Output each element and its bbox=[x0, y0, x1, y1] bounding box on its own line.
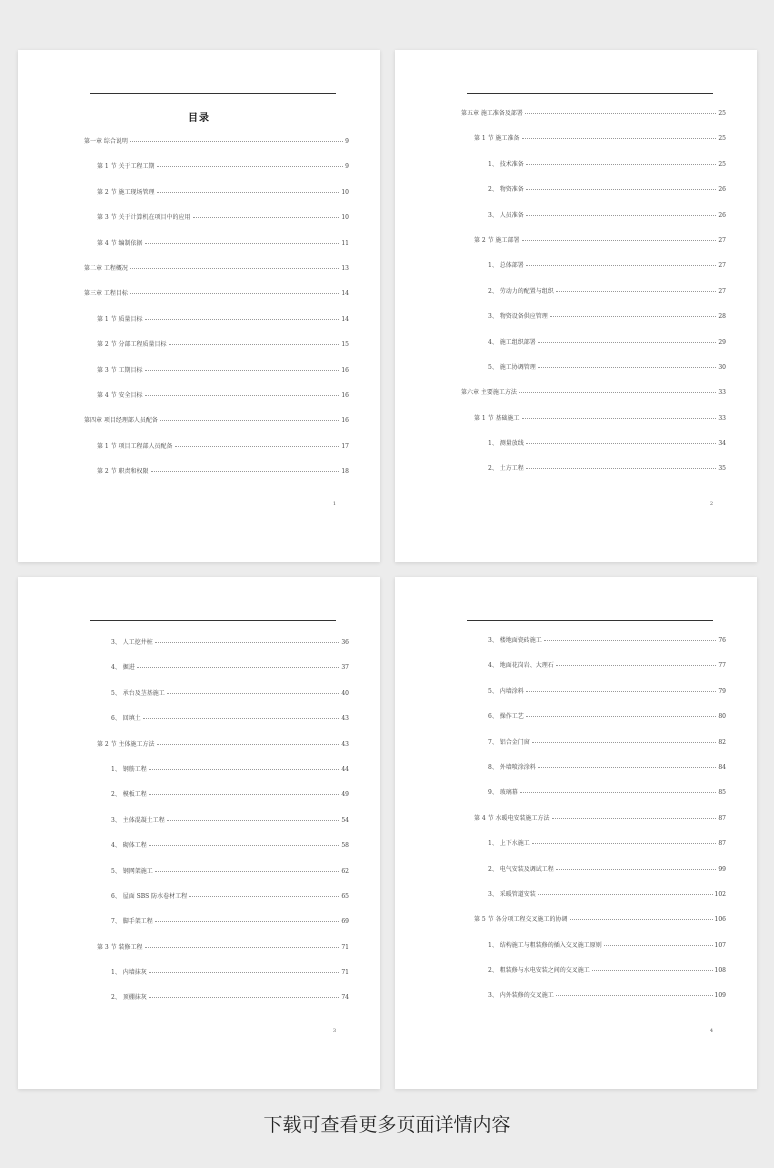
page-number: 4 bbox=[709, 1028, 713, 1034]
toc-entry[interactable] bbox=[461, 992, 726, 1017]
toc-entry-label: 1、 内墙抹灰 bbox=[111, 969, 147, 977]
toc-entry[interactable] bbox=[461, 662, 726, 687]
toc-entry-page-number: 74 bbox=[341, 994, 349, 1002]
toc-entry-page-number: 16 bbox=[341, 366, 349, 374]
toc-title: 目录 bbox=[188, 113, 210, 124]
toc-entry[interactable] bbox=[461, 916, 726, 941]
toc-entry-label: 第 4 节 安全目标 bbox=[97, 391, 143, 399]
dot-leader bbox=[526, 468, 717, 469]
toc-entry-page-number: 34 bbox=[718, 440, 726, 448]
toc-entry[interactable] bbox=[461, 161, 726, 186]
dot-leader bbox=[157, 166, 344, 167]
toc-entry[interactable] bbox=[84, 163, 349, 188]
toc-entry-label: 2、 粗装修与水电安装之间的交叉施工 bbox=[488, 967, 590, 975]
header-rule bbox=[90, 93, 336, 94]
dot-leader bbox=[522, 240, 717, 241]
toc-entry-label: 6、 操作工艺 bbox=[488, 713, 524, 721]
toc-entry-page-number: 40 bbox=[341, 689, 349, 697]
toc-entry-page-number: 43 bbox=[341, 740, 349, 748]
dot-leader bbox=[130, 141, 343, 142]
toc-entry[interactable] bbox=[84, 392, 349, 417]
dot-leader bbox=[149, 845, 340, 846]
toc-entry[interactable] bbox=[84, 791, 349, 816]
toc-entry-label: 第 2 节 施工现场管理 bbox=[97, 188, 155, 196]
dot-leader bbox=[193, 217, 340, 218]
toc-entry-label: 第六章 主要施工方法 bbox=[461, 389, 517, 397]
toc-entry-label: 第 5 节 各分项工程交叉施工的协调 bbox=[474, 916, 568, 924]
page-number: 2 bbox=[709, 501, 713, 507]
toc-entry-page-number: 62 bbox=[341, 867, 349, 875]
toc-entry-page-number: 43 bbox=[341, 715, 349, 723]
toc-entry[interactable] bbox=[461, 637, 726, 662]
toc-entry-page-number: 79 bbox=[718, 687, 726, 695]
toc-entry-page-number: 71 bbox=[341, 943, 349, 951]
download-more-caption: 下载可查看更多页面详情内容 bbox=[263, 1114, 511, 1136]
toc-entry-label: 3、 主体混凝土工程 bbox=[111, 816, 165, 824]
toc-entry-page-number: 36 bbox=[341, 639, 349, 646]
toc-entry-page-number: 28 bbox=[718, 313, 726, 321]
toc-entry-label: 8、 外墙喷涂涂料 bbox=[488, 763, 536, 771]
dot-leader bbox=[526, 164, 717, 165]
toc-entry[interactable] bbox=[84, 994, 349, 1019]
toc-entry-label: 2、 物资准备 bbox=[488, 186, 524, 194]
toc-entry[interactable] bbox=[84, 969, 349, 994]
dot-leader bbox=[552, 818, 717, 819]
toc-entry-page-number: 33 bbox=[718, 414, 726, 422]
toc-entry-page-number: 102 bbox=[714, 890, 726, 898]
dot-leader bbox=[522, 418, 717, 419]
dot-leader bbox=[592, 970, 713, 971]
dot-leader bbox=[556, 995, 713, 996]
dot-leader bbox=[130, 268, 339, 269]
toc-entry-label: 6、 屋面 SBS 防水卷材工程 bbox=[111, 892, 188, 900]
toc-entry-page-number: 107 bbox=[714, 941, 726, 949]
toc-entry-page-number: 58 bbox=[341, 842, 349, 850]
toc-entry[interactable] bbox=[84, 214, 349, 239]
toc-entry[interactable] bbox=[84, 189, 349, 214]
toc-entry[interactable] bbox=[84, 893, 349, 918]
toc-entry-page-number: 27 bbox=[718, 262, 726, 270]
dot-leader bbox=[145, 243, 340, 244]
toc-entry-page-number: 11 bbox=[341, 239, 349, 247]
toc-entry-label: 第 1 节 质量目标 bbox=[97, 315, 143, 323]
toc-entry-label: 3、 人工挖井桩 bbox=[111, 639, 153, 646]
toc-entry-page-number: 49 bbox=[341, 791, 349, 799]
toc-entry-label: 第 2 节 施工部署 bbox=[474, 236, 520, 244]
toc-entry[interactable] bbox=[461, 866, 726, 891]
toc-entry-page-number: 65 bbox=[341, 892, 349, 900]
dot-leader bbox=[526, 691, 717, 692]
toc-entry-label: 第 2 节 主体施工方法 bbox=[97, 740, 155, 748]
toc-entry-page-number: 35 bbox=[718, 465, 726, 473]
dot-leader bbox=[538, 342, 717, 343]
dot-leader bbox=[175, 446, 340, 447]
dot-leader bbox=[520, 792, 717, 793]
toc-entry-label: 5、 承台及茎基施工 bbox=[111, 689, 165, 697]
toc-entry-page-number: 17 bbox=[341, 442, 349, 450]
dot-leader bbox=[544, 640, 717, 641]
toc-entry-page-number: 85 bbox=[718, 789, 726, 797]
toc-entry-page-number: 33 bbox=[718, 389, 726, 397]
toc-entry-page-number: 82 bbox=[718, 738, 726, 746]
toc-entry-page-number: 26 bbox=[718, 211, 726, 219]
toc-list bbox=[461, 110, 726, 491]
toc-entry-page-number: 54 bbox=[341, 816, 349, 824]
toc-entry-page-number: 27 bbox=[718, 236, 726, 244]
toc-entry-label: 3、 楼地面瓷砖施工 bbox=[488, 637, 542, 644]
toc-entry-label: 第 3 节 工期目标 bbox=[97, 366, 143, 374]
dot-leader bbox=[149, 972, 340, 973]
toc-entry-label: 第 2 节 职责和权限 bbox=[97, 468, 149, 476]
toc-entry-label: 3、 人员准备 bbox=[488, 211, 524, 219]
toc-entry-page-number: 99 bbox=[718, 865, 726, 873]
toc-entry[interactable] bbox=[84, 240, 349, 265]
toc-entry[interactable] bbox=[84, 443, 349, 468]
toc-entry-page-number: 25 bbox=[718, 160, 726, 168]
toc-entry[interactable] bbox=[84, 868, 349, 893]
dot-leader bbox=[526, 716, 717, 717]
toc-entry-label: 1、 上下水施工 bbox=[488, 840, 530, 848]
toc-entry-label: 第一章 综合说明 bbox=[84, 138, 128, 145]
toc-entry-label: 7、 铝合金门窗 bbox=[488, 738, 530, 746]
toc-entry-page-number: 25 bbox=[718, 135, 726, 143]
dot-leader bbox=[155, 871, 340, 872]
toc-entry-label: 5、 施工协调管理 bbox=[488, 363, 536, 371]
toc-entry[interactable] bbox=[84, 367, 349, 392]
toc-entry[interactable] bbox=[461, 764, 726, 789]
toc-entry-page-number: 37 bbox=[341, 664, 349, 672]
toc-entry-label: 4、 掘进 bbox=[111, 664, 135, 672]
toc-entry-label: 第 3 节 装修工程 bbox=[97, 943, 143, 951]
toc-entry-label: 第 1 节 项目工程部人员配备 bbox=[97, 442, 173, 450]
dot-leader bbox=[522, 138, 717, 139]
dot-leader bbox=[145, 947, 340, 948]
toc-entry[interactable] bbox=[461, 110, 726, 135]
dot-leader bbox=[145, 319, 340, 320]
toc-entry-label: 第 1 节 施工准备 bbox=[474, 135, 520, 143]
dot-leader bbox=[556, 291, 717, 292]
toc-entry[interactable] bbox=[461, 688, 726, 713]
toc-entry-page-number: 27 bbox=[718, 287, 726, 295]
toc-entry[interactable] bbox=[461, 967, 726, 992]
toc-entry[interactable] bbox=[461, 389, 726, 414]
toc-entry[interactable] bbox=[461, 891, 726, 916]
toc-entry-page-number: 10 bbox=[341, 214, 349, 222]
toc-entry[interactable] bbox=[461, 815, 726, 840]
toc-entry-page-number: 18 bbox=[341, 468, 349, 476]
toc-entry-page-number: 80 bbox=[718, 713, 726, 721]
toc-entry-label: 6、 回填土 bbox=[111, 715, 141, 723]
header-rule bbox=[467, 93, 713, 94]
dot-leader bbox=[532, 843, 717, 844]
toc-entry-label: 2、 模板工程 bbox=[111, 791, 147, 799]
toc-entry[interactable] bbox=[84, 741, 349, 766]
toc-entry[interactable] bbox=[84, 918, 349, 943]
toc-entry-label: 第 4 节 编制依据 bbox=[97, 239, 143, 247]
document-page-1 bbox=[18, 50, 380, 562]
toc-entry-page-number: 16 bbox=[341, 417, 349, 425]
dot-leader bbox=[570, 919, 713, 920]
toc-entry[interactable] bbox=[461, 739, 726, 764]
toc-entry[interactable] bbox=[84, 639, 349, 664]
toc-entry-label: 3、 采暖管道安装 bbox=[488, 890, 536, 898]
toc-entry-label: 4、 地面花岗岩、大理石 bbox=[488, 662, 554, 670]
dot-leader bbox=[160, 420, 339, 421]
dot-leader bbox=[526, 443, 717, 444]
toc-entry-page-number: 109 bbox=[714, 992, 726, 1000]
toc-entry-label: 第二章 工程概况 bbox=[84, 264, 128, 272]
toc-entry[interactable] bbox=[84, 341, 349, 366]
toc-entry[interactable] bbox=[461, 212, 726, 237]
toc-entry-label: 2、 土方工程 bbox=[488, 465, 524, 473]
toc-entry-page-number: 29 bbox=[718, 338, 726, 346]
toc-entry[interactable] bbox=[84, 944, 349, 969]
toc-entry[interactable] bbox=[84, 138, 349, 163]
toc-entry[interactable] bbox=[84, 265, 349, 290]
toc-entry-label: 5、 内墙涂料 bbox=[488, 687, 524, 695]
toc-entry-page-number: 9 bbox=[345, 163, 349, 171]
toc-entry[interactable] bbox=[461, 135, 726, 160]
toc-entry[interactable] bbox=[84, 290, 349, 315]
toc-entry[interactable] bbox=[461, 288, 726, 313]
toc-entry-page-number: 106 bbox=[714, 916, 726, 924]
toc-entry-page-number: 26 bbox=[718, 186, 726, 194]
page-number: 3 bbox=[332, 1028, 336, 1034]
dot-leader bbox=[145, 395, 340, 396]
dot-leader bbox=[538, 767, 717, 768]
dot-leader bbox=[143, 718, 340, 719]
toc-entry-page-number: 84 bbox=[718, 763, 726, 771]
toc-entry[interactable] bbox=[84, 664, 349, 689]
header-rule bbox=[90, 620, 336, 621]
toc-entry-label: 第 1 节 基础施工 bbox=[474, 414, 520, 422]
dot-leader bbox=[137, 667, 340, 668]
toc-entry-page-number: 76 bbox=[718, 637, 726, 644]
toc-entry-label: 第四章 项目经理部人员配备 bbox=[84, 417, 158, 425]
toc-entry-label: 5、 钢网架施工 bbox=[111, 867, 153, 875]
toc-entry-page-number: 87 bbox=[718, 840, 726, 848]
dot-leader bbox=[604, 945, 713, 946]
toc-entry-label: 第 3 节 关于计算机在项目中的应用 bbox=[97, 214, 191, 222]
toc-entry-page-number: 9 bbox=[345, 138, 349, 145]
toc-entry[interactable] bbox=[461, 237, 726, 262]
dot-leader bbox=[149, 769, 340, 770]
dot-leader bbox=[149, 794, 340, 795]
toc-list bbox=[461, 637, 726, 1018]
toc-entry[interactable] bbox=[84, 842, 349, 867]
dot-leader bbox=[149, 997, 340, 998]
toc-entry[interactable] bbox=[84, 766, 349, 791]
dot-leader bbox=[167, 820, 340, 821]
dot-leader bbox=[550, 316, 717, 317]
toc-entry[interactable] bbox=[461, 415, 726, 440]
toc-entry[interactable] bbox=[461, 840, 726, 865]
toc-entry-label: 1、 技术准备 bbox=[488, 160, 524, 168]
header-rule bbox=[467, 620, 713, 621]
toc-entry-label: 第 4 节 水暖电安装施工方法 bbox=[474, 814, 550, 822]
toc-entry-label: 1、 结构施工与粗装修的插入交叉施工原则 bbox=[488, 941, 602, 949]
toc-entry[interactable] bbox=[84, 715, 349, 740]
document-page-3 bbox=[18, 577, 380, 1089]
toc-entry-label: 4、 砌体工程 bbox=[111, 842, 147, 850]
dot-leader bbox=[519, 392, 716, 393]
dot-leader bbox=[526, 265, 717, 266]
toc-entry[interactable] bbox=[84, 468, 349, 493]
dot-leader bbox=[525, 113, 716, 114]
toc-entry-page-number: 87 bbox=[718, 814, 726, 822]
dot-leader bbox=[167, 693, 340, 694]
toc-entry[interactable] bbox=[461, 339, 726, 364]
toc-entry-label: 2、 劳动力的配置与组织 bbox=[488, 287, 554, 295]
dot-leader bbox=[556, 869, 717, 870]
toc-entry-label: 4、 施工组织部署 bbox=[488, 338, 536, 346]
dot-leader bbox=[526, 215, 717, 216]
toc-entry-page-number: 108 bbox=[714, 967, 726, 975]
toc-entry-label: 第五章 施工准备及部署 bbox=[461, 110, 523, 117]
toc-entry-page-number: 69 bbox=[341, 918, 349, 926]
dot-leader bbox=[155, 642, 340, 643]
toc-entry-page-number: 10 bbox=[341, 188, 349, 196]
dot-leader bbox=[157, 744, 340, 745]
toc-entry-label: 1、 钢筋工程 bbox=[111, 765, 147, 773]
dot-leader bbox=[526, 189, 717, 190]
toc-entry-label: 1、 测量放线 bbox=[488, 440, 524, 448]
toc-entry-label: 第三章 工程目标 bbox=[84, 290, 128, 298]
toc-entry-page-number: 13 bbox=[341, 264, 349, 272]
toc-entry[interactable] bbox=[461, 313, 726, 338]
toc-entry[interactable] bbox=[461, 713, 726, 738]
toc-entry-label: 3、 物资设备供应管理 bbox=[488, 313, 548, 321]
toc-entry[interactable] bbox=[461, 186, 726, 211]
toc-entry-page-number: 71 bbox=[341, 969, 349, 977]
toc-entry[interactable] bbox=[84, 690, 349, 715]
toc-entry[interactable] bbox=[84, 316, 349, 341]
toc-list bbox=[84, 138, 349, 493]
toc-entry-page-number: 44 bbox=[341, 765, 349, 773]
toc-entry-label: 9、 玻璃幕 bbox=[488, 789, 518, 797]
toc-entry[interactable] bbox=[461, 789, 726, 814]
toc-entry[interactable] bbox=[461, 942, 726, 967]
toc-entry[interactable] bbox=[84, 417, 349, 442]
dot-leader bbox=[130, 293, 339, 294]
dot-leader bbox=[538, 367, 717, 368]
toc-entry-page-number: 14 bbox=[341, 290, 349, 298]
toc-entry[interactable] bbox=[84, 817, 349, 842]
toc-entry-label: 3、 内外装修的交叉施工 bbox=[488, 992, 554, 1000]
toc-entry-page-number: 15 bbox=[341, 341, 349, 349]
toc-entry-label: 第 2 节 分部工程质量目标 bbox=[97, 341, 167, 349]
toc-entry-label: 7、 脚手架工程 bbox=[111, 918, 153, 926]
dot-leader bbox=[145, 370, 340, 371]
page-number: 1 bbox=[332, 501, 336, 507]
dot-leader bbox=[155, 921, 340, 922]
toc-entry-page-number: 77 bbox=[718, 662, 726, 670]
toc-entry[interactable] bbox=[461, 465, 726, 490]
toc-entry-label: 2、 顶棚抹灰 bbox=[111, 994, 147, 1002]
dot-leader bbox=[532, 742, 717, 743]
dot-leader bbox=[189, 896, 339, 897]
document-page-2 bbox=[395, 50, 757, 562]
dot-leader bbox=[169, 344, 340, 345]
dot-leader bbox=[157, 192, 340, 193]
toc-list bbox=[84, 639, 349, 1020]
toc-entry[interactable] bbox=[461, 364, 726, 389]
dot-leader bbox=[151, 471, 340, 472]
toc-entry-label: 第 1 节 关于工程工期 bbox=[97, 163, 155, 171]
dot-leader bbox=[538, 894, 713, 895]
toc-entry[interactable] bbox=[461, 440, 726, 465]
toc-entry[interactable] bbox=[461, 262, 726, 287]
toc-entry-page-number: 25 bbox=[718, 110, 726, 117]
toc-entry-label: 1、 总体部署 bbox=[488, 262, 524, 270]
toc-entry-label: 2、 电气安装及调试工程 bbox=[488, 865, 554, 873]
dot-leader bbox=[556, 665, 717, 666]
toc-entry-page-number: 16 bbox=[341, 391, 349, 399]
toc-entry-page-number: 30 bbox=[718, 363, 726, 371]
toc-entry-page-number: 14 bbox=[341, 315, 349, 323]
document-page-4 bbox=[395, 577, 757, 1089]
